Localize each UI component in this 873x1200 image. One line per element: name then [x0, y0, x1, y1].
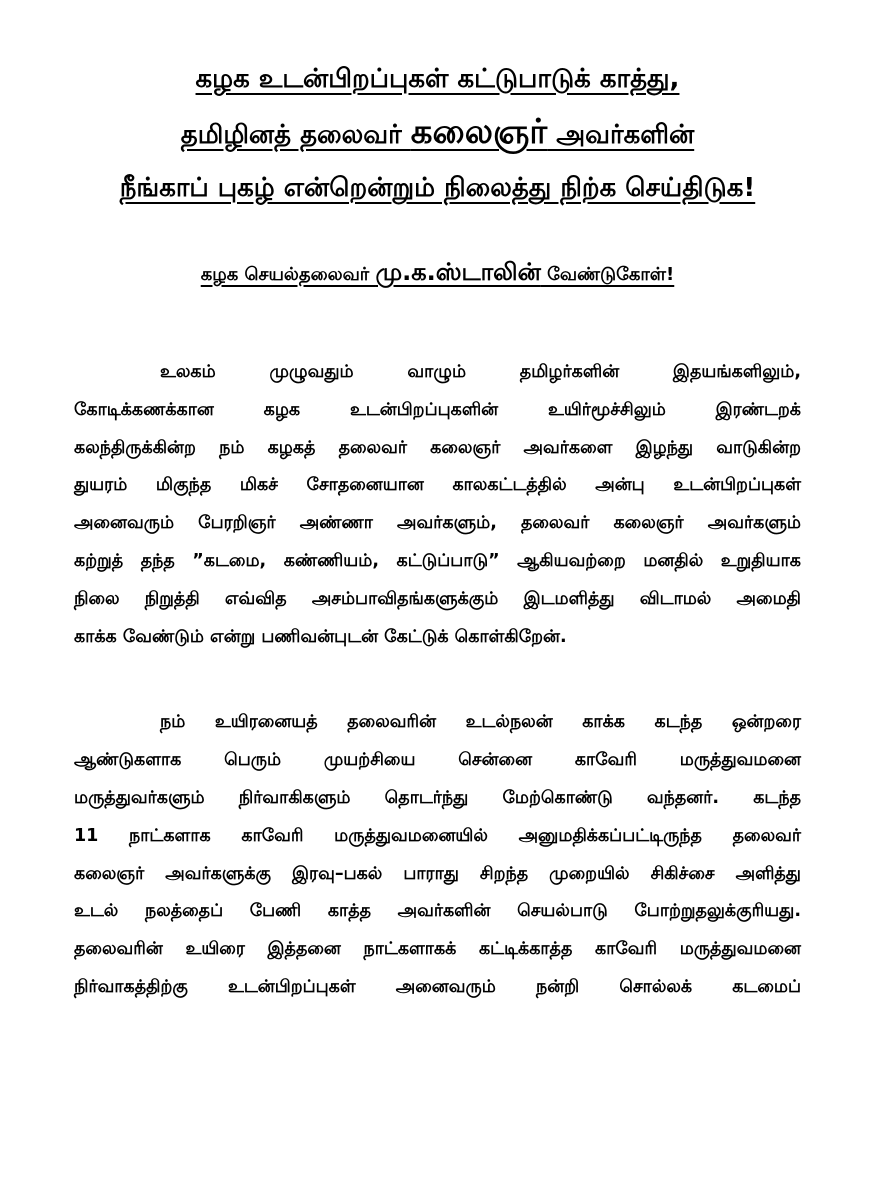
paragraph-line: கலந்திருக்கின்ற நம் கழகத் தலைவர் கலைஞர் அவர்களை இழந்து வாடுகின்ற [74, 437, 801, 458]
paragraph-line: 11 நாட்களாக காவேரி மருத்துவமனையில் அனுமதிக்கப்பட்டிருந்த தலைவர் [74, 825, 801, 846]
headline-line-2-post: அவர்களின் [547, 120, 695, 150]
paragraph-line: உலகம் முழுவதும் வாழும் தமிழர்களின் இதயங்களிலும், [160, 362, 801, 382]
headline-line-2-pre: தமிழினத் தலைவர் [180, 120, 411, 150]
headline-line-2 [74, 112, 801, 155]
headline-line-3: நீங்காப் புகழ் என்றென்றும் நிலைத்து நிற்க செய்திடுக! [119, 173, 756, 203]
paragraph-1 [74, 354, 801, 656]
subtitle [74, 257, 801, 290]
subtitle-post: வேண்டுகோள்! [540, 264, 675, 285]
paragraph-2 [74, 704, 801, 1006]
headline-line-1: கழக உடன்பிறப்புகள் கட்டுபாடுக் காத்து, [195, 64, 680, 94]
paragraph-line: ஆண்டுகளாக பெரும் முயற்சியை சென்னை காவேரி மருத்துவமனை [74, 750, 801, 771]
paragraph-line: தலைவரின் உயிரை இத்தனை நாட்களாகக் கட்டிக்காத்த காவேரி மருத்துவமனை [74, 939, 801, 960]
paragraph-line: நம் உயிரனையத் தலைவரின் உடல்நலன் காக்க கடந்த ஒன்றரை [160, 712, 801, 733]
subtitle-name: மு.க.ஸ்டாலின் [375, 258, 541, 286]
paragraph-line: உடல் நலத்தைப் பேணி காத்த அவர்களின் செயல்பாடு போற்றுதலுக்குரியது. [74, 901, 801, 922]
paragraph-line: கலைஞர் அவர்களுக்கு இரவு–பகல் பாராது சிறந்த முறையில் சிகிச்சை அளித்து [74, 863, 801, 884]
paragraph-line: கோடிக்கணக்கான கழக உடன்பிறப்புகளின் உயிர்மூச்சிலும் இரண்டறக் [74, 399, 801, 420]
paragraph-line: துயரம் மிகுந்த மிகச் சோதனையான காலகட்டத்தில் அன்பு உடன்பிறப்புகள் [74, 475, 801, 496]
paragraph-line: நிலை நிறுத்தி எவ்வித அசம்பாவிதங்களுக்கும் இடமளித்து விடாமல் அமைதி [74, 588, 801, 609]
paragraph-line: மருத்துவர்களும் நிர்வாகிகளும் தொடர்ந்து மேற்கொண்டு வந்தனர். கடந்த [74, 787, 801, 808]
subtitle-pre: கழக செயல்தலைவர் [200, 264, 376, 285]
paragraph-line: கற்றுத் தந்த ”கடமை, கண்ணியம், கட்டுப்பாடு” ஆகியவற்றை மனதில் உறுதியாக [74, 550, 801, 571]
paragraph-line: காக்க வேண்டும் என்று பணிவன்புடன் கேட்டுக் கொள்கிறேன். [74, 626, 567, 647]
headline-kalaignar: கலைஞர் [410, 112, 548, 152]
paragraph-line: நிர்வாகத்திற்கு உடன்பிறப்புகள் அனைவரும் நன்றி சொல்லக் கடமைப் [74, 976, 801, 997]
paragraph-line: அனைவரும் பேரறிஞர் அண்ணா அவர்களும், தலைவர் கலைஞர் அவர்களும் [74, 513, 801, 534]
